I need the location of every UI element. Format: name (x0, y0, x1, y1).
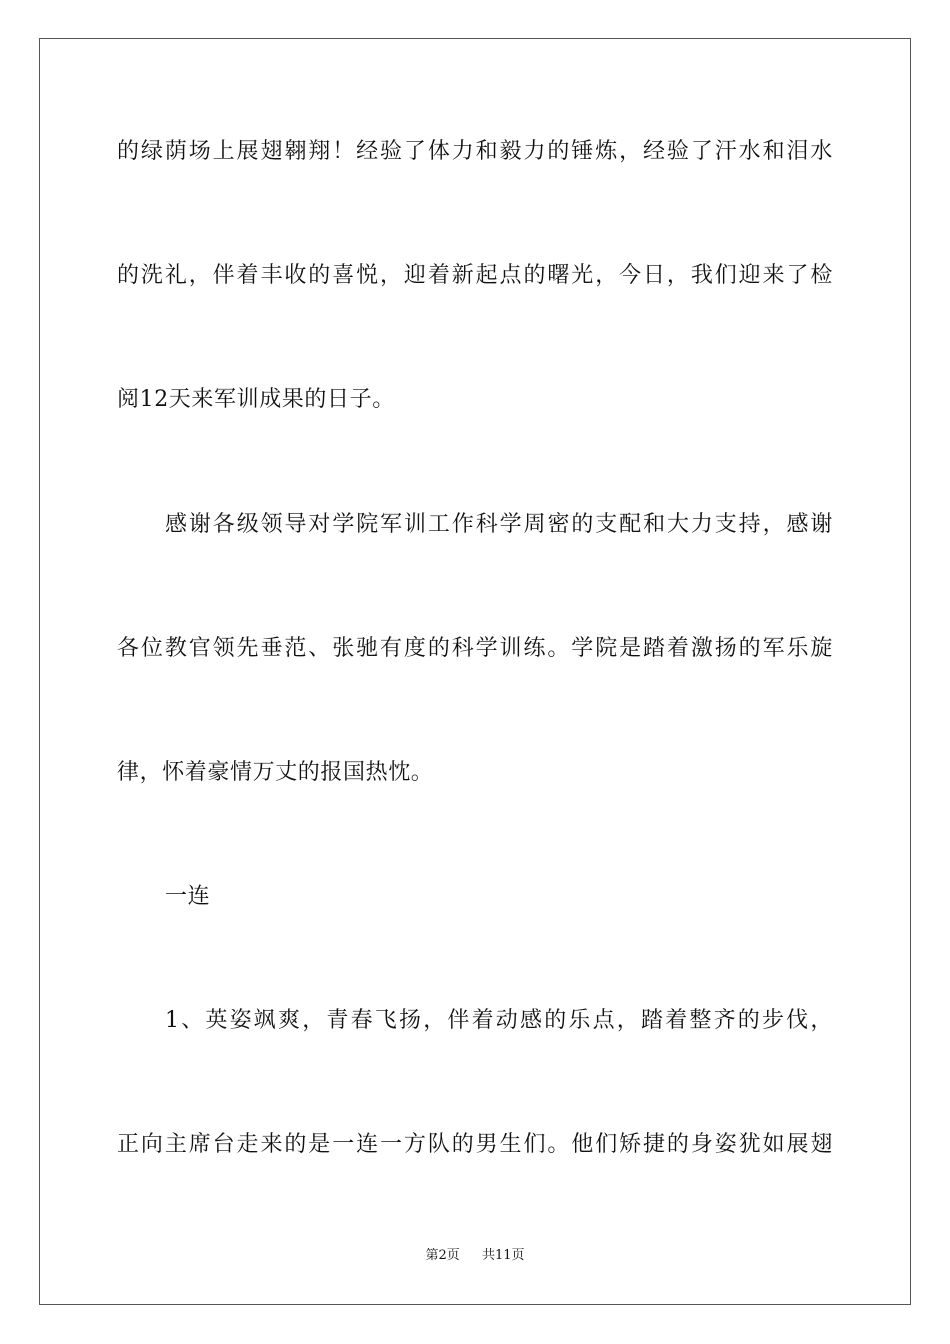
body-text-line-1: 的绿荫场上展翅翱翔！经验了体力和毅力的锤炼，经验了汗水和泪水 (117, 139, 833, 164)
page-frame (39, 38, 911, 1305)
body-text-line-8: 1、英姿飒爽，青春飞扬，伴着动感的乐点，踏着整齐的步伐， (165, 1008, 833, 1033)
body-text-line-5: 各位教官领先垂范、张驰有度的科学训练。学院是踏着激扬的军乐旋 (117, 636, 833, 661)
page-footer (0, 1247, 950, 1265)
body-text-line-4: 感谢各级领导对学院军训工作科学周密的支配和大力支持，感谢 (165, 512, 833, 537)
body-text-line-9: 正向主席台走来的是一连一方队的男生们。他们矫捷的身姿犹如展翅 (117, 1132, 833, 1157)
body-text-line-3: 阅12天来军训成果的日子。 (117, 387, 395, 412)
body-text-line-2: 的洗礼，伴着丰收的喜悦，迎着新起点的曙光，今日，我们迎来了检 (117, 263, 833, 288)
section-heading: 一连 (165, 884, 211, 909)
page-number: 第2页 (425, 1248, 460, 1263)
page-total: 共11页 (482, 1248, 525, 1263)
body-text-line-6: 律，怀着豪情万丈的报国热忱。 (117, 760, 434, 785)
